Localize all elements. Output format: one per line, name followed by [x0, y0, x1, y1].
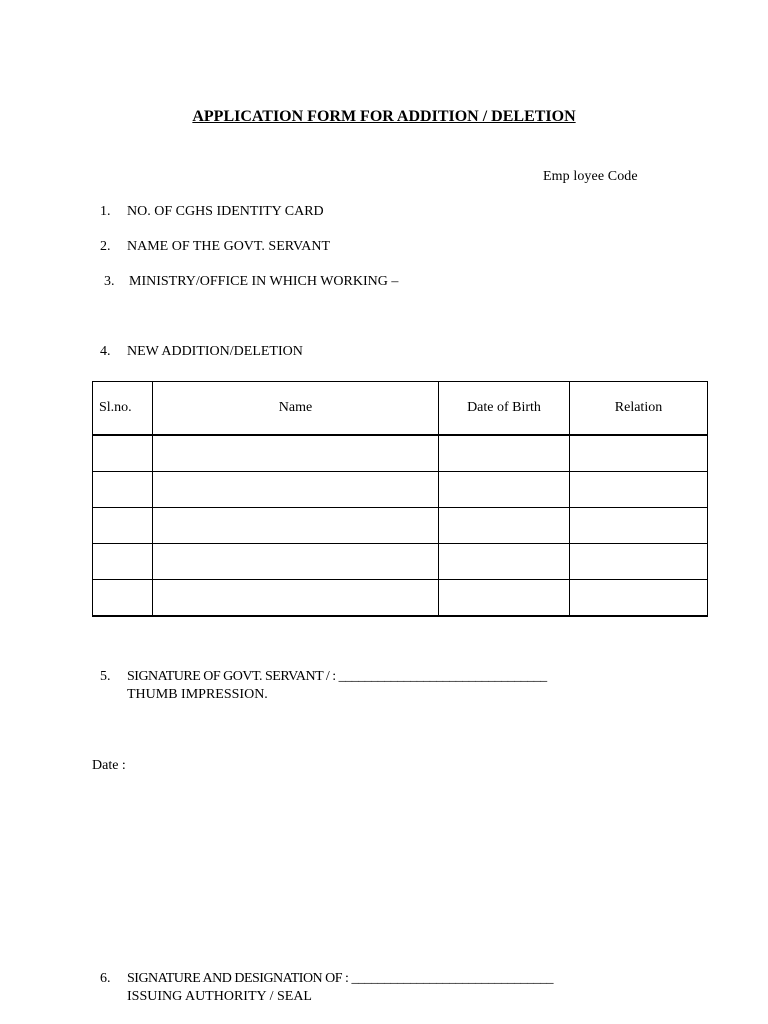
form-title: [0, 108, 768, 126]
cell-slno[interactable]: [93, 580, 153, 617]
table-header-row: [93, 382, 708, 436]
table-row: [93, 472, 708, 508]
column-header-date-of-birth: Date of Birth: [439, 382, 570, 436]
item-2-number: 2.: [100, 239, 111, 254]
cell-slno[interactable]: [93, 435, 153, 472]
cell-name[interactable]: [153, 472, 439, 508]
cell-date-of-birth[interactable]: [439, 435, 570, 472]
cell-slno[interactable]: [93, 472, 153, 508]
item-1-number: 1.: [100, 204, 111, 219]
cell-relation[interactable]: [570, 472, 708, 508]
cell-name[interactable]: [153, 435, 439, 472]
item-1-label: NO. OF CGHS IDENTITY CARD: [127, 204, 324, 219]
date-label: Date :: [92, 758, 126, 773]
cell-relation[interactable]: [570, 508, 708, 544]
issuing-authority-seal-label: ISSUING AUTHORITY / SEAL: [127, 989, 312, 1004]
item-5-number: 5.: [100, 669, 111, 684]
addition-deletion-table: [92, 381, 708, 617]
item-3-label: MINISTRY/OFFICE IN WHICH WORKING –: [129, 274, 399, 289]
table-row: [93, 435, 708, 472]
thumb-impression-label: THUMB IMPRESSION.: [127, 687, 268, 702]
item-4-label: NEW ADDITION/DELETION: [127, 344, 303, 359]
cell-relation[interactable]: [570, 580, 708, 617]
table-row: [93, 544, 708, 580]
cell-relation[interactable]: [570, 435, 708, 472]
column-header-slno: Sl.no.: [93, 382, 153, 436]
cell-date-of-birth[interactable]: [439, 580, 570, 617]
cell-date-of-birth[interactable]: [439, 544, 570, 580]
issuing-authority-signature-line[interactable]: SIGNATURE AND DESIGNATION OF : _______________________________: [127, 971, 553, 986]
form-title-text: APPLICATION FORM FOR ADDITION / DELETION: [192, 108, 576, 125]
item-3-number: 3.: [104, 274, 115, 289]
employee-code-label: Emp loyee Code: [543, 169, 638, 184]
cell-date-of-birth[interactable]: [439, 508, 570, 544]
cell-slno[interactable]: [93, 544, 153, 580]
cell-relation[interactable]: [570, 544, 708, 580]
column-header-relation: Relation: [570, 382, 708, 436]
cell-slno[interactable]: [93, 508, 153, 544]
table-row: [93, 580, 708, 617]
column-header-name: Name: [153, 382, 439, 436]
govt-servant-signature-line[interactable]: SIGNATURE OF GOVT. SERVANT / : ________________________________: [127, 669, 547, 684]
item-6-number: 6.: [100, 971, 111, 986]
cell-name[interactable]: [153, 580, 439, 617]
cell-name[interactable]: [153, 508, 439, 544]
item-4-number: 4.: [100, 344, 111, 359]
item-2-label: NAME OF THE GOVT. SERVANT: [127, 239, 331, 254]
table-row: [93, 508, 708, 544]
cell-name[interactable]: [153, 544, 439, 580]
cell-date-of-birth[interactable]: [439, 472, 570, 508]
